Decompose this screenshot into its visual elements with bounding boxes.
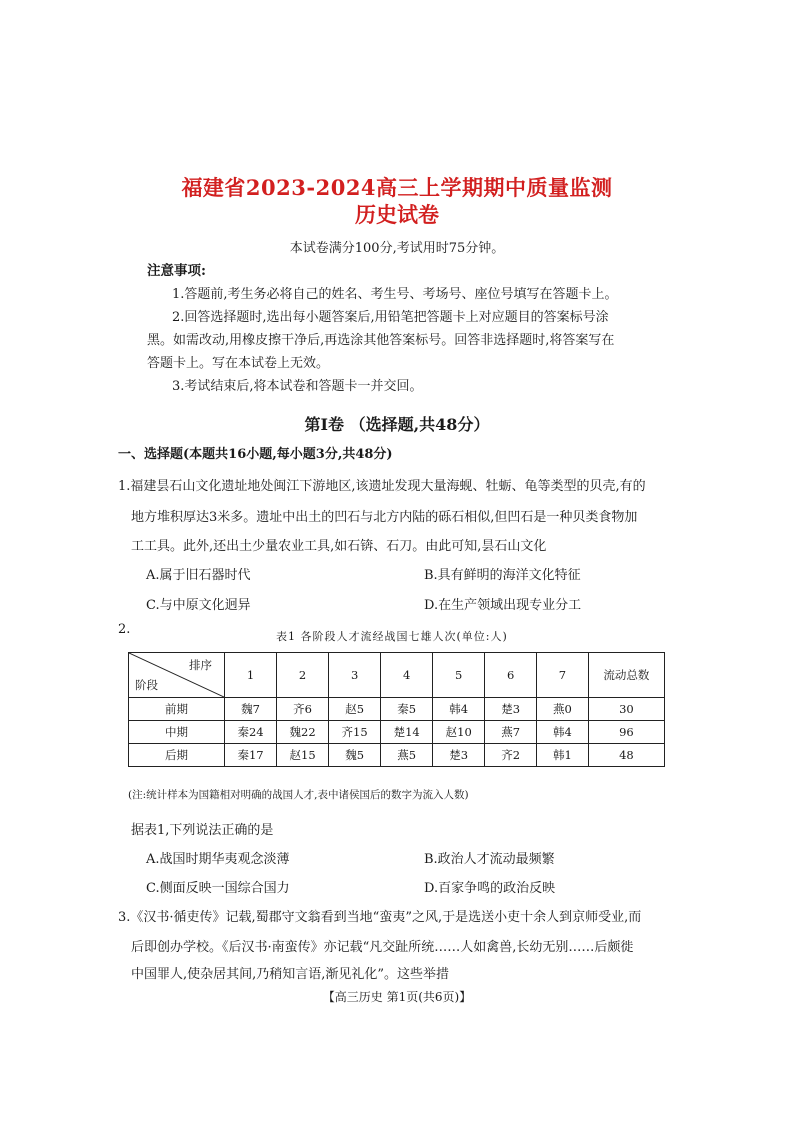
row-stage: 前期: [129, 698, 225, 721]
q1-stem-line: 工工具。此外,还出土少量农业工具,如石锛、石刀。由此可知,昙石山文化: [131, 539, 547, 554]
table-row: [129, 721, 665, 744]
notice-line: 2.回答选择题时,选出每小题答案后,用铅笔把答题卡上对应题目的答案标号涂: [172, 310, 609, 325]
header-stage: 阶段: [135, 678, 158, 692]
table-cell: 魏22: [277, 721, 329, 744]
section-heading: 一、选择题(本题共16小题,每小题3分,共48分): [118, 447, 393, 462]
exam-subject-title: 历史试卷: [355, 202, 439, 227]
q1-stem-line: 1.福建昙石山文化遗址地处闽江下游地区,该遗址发现大量海蚬、牡蛎、龟等类型的贝壳,有的: [118, 479, 646, 494]
table-cell: 赵10: [433, 721, 485, 744]
q3-stem-line: 3.《汉书·循吏传》记载,蜀郡守文翁看到当地“蛮夷”之风,于是选送小吏十余人到京师受业,而: [118, 910, 642, 925]
table-cell: 魏7: [225, 698, 277, 721]
section-title: 第Ⅰ卷 （选择题,共48分）: [304, 415, 490, 434]
notice-heading: 注意事项:: [147, 263, 206, 279]
q1-option-a: A.属于旧石器时代: [146, 568, 251, 583]
table-header-row: [129, 653, 665, 698]
table-cell: 韩4: [433, 698, 485, 721]
table-cell: 秦17: [225, 744, 277, 767]
col-header: 5: [433, 653, 485, 698]
q1-option-d: D.在生产领域出现专业分工: [424, 598, 582, 613]
q2-option-b: B.政治人才流动最频繁: [424, 852, 555, 867]
q2-number: 2.: [118, 622, 131, 637]
q3-stem-line: 后即创办学校。《后汉书·南蛮传》亦记载“凡交趾所统……人如禽兽,长幼无别……后颇徙: [131, 940, 634, 955]
q2-option-a: A.战国时期华夷观念淡薄: [146, 852, 290, 867]
diagonal-header-cell: [129, 653, 225, 698]
table-cell: 赵15: [277, 744, 329, 767]
q2-stem: 据表1,下列说法正确的是: [131, 823, 274, 838]
col-header: 7: [537, 653, 589, 698]
table-cell: 齐2: [485, 744, 537, 767]
table-cell: 韩4: [537, 721, 589, 744]
col-header: 2: [277, 653, 329, 698]
q1-option-b: B.具有鲜明的海洋文化特征: [424, 568, 581, 583]
col-header: 1: [225, 653, 277, 698]
table-cell: 30: [588, 698, 664, 721]
talent-flow-table: [128, 652, 665, 767]
table-caption: 表1 各阶段人才流经战国七雄人次(单位:人): [276, 630, 508, 643]
exam-title: 福建省2023-2024高三上学期期中质量监测: [181, 175, 613, 200]
table-cell: 齐6: [277, 698, 329, 721]
table-cell: 魏5: [329, 744, 381, 767]
table-cell: 韩1: [537, 744, 589, 767]
table-cell: 楚3: [433, 744, 485, 767]
table-cell: 燕5: [381, 744, 433, 767]
table-row: [129, 698, 665, 721]
col-header: 3: [329, 653, 381, 698]
notice-line: 答题卡上。写在本试卷上无效。: [147, 356, 330, 371]
notice-line: 1.答题前,考生务必将自己的姓名、考生号、考场号、座位号填写在答题卡上。: [172, 287, 618, 302]
table-note: (注:统计样本为国籍相对明确的战国人才,表中诸侯国后的数字为流入人数): [128, 789, 469, 801]
q3-stem-line: 中国罪人,使杂居其间,乃稍知言语,渐见礼化”。这些举措: [131, 967, 450, 982]
q1-option-c: C.与中原文化迥异: [146, 598, 251, 613]
table-cell: 48: [588, 744, 664, 767]
col-header: 4: [381, 653, 433, 698]
table-cell: 赵5: [329, 698, 381, 721]
col-header: 6: [485, 653, 537, 698]
table-cell: 燕0: [537, 698, 589, 721]
table-cell: 秦5: [381, 698, 433, 721]
q2-option-d: D.百家争鸣的政治反映: [424, 881, 556, 896]
table-cell: 96: [588, 721, 664, 744]
table-cell: 齐15: [329, 721, 381, 744]
notice-line: 3.考试结束后,将本试卷和答题卡一并交回。: [172, 379, 423, 394]
table-cell: 秦24: [225, 721, 277, 744]
header-rank: 排序: [189, 658, 212, 672]
exam-info: 本试卷满分100分,考试用时75分钟。: [289, 241, 505, 256]
table-cell: 楚14: [381, 721, 433, 744]
table-cell: 楚3: [485, 698, 537, 721]
row-stage: 中期: [129, 721, 225, 744]
row-stage: 后期: [129, 744, 225, 767]
table-cell: 燕7: [485, 721, 537, 744]
q2-option-c: C.侧面反映一国综合国力: [146, 881, 290, 896]
col-header: 流动总数: [588, 653, 664, 698]
table-row: [129, 744, 665, 767]
notice-line: 黑。如需改动,用橡皮擦干净后,再选涂其他答案标号。回答非选择题时,将答案写在: [147, 333, 615, 348]
q1-stem-line: 地方堆积厚达3米多。遗址中出土的凹石与北方内陆的砾石相似,但凹石是一种贝类食物加: [131, 510, 638, 525]
page-footer: 【高三历史 第1页(共6页)】: [322, 990, 472, 1004]
